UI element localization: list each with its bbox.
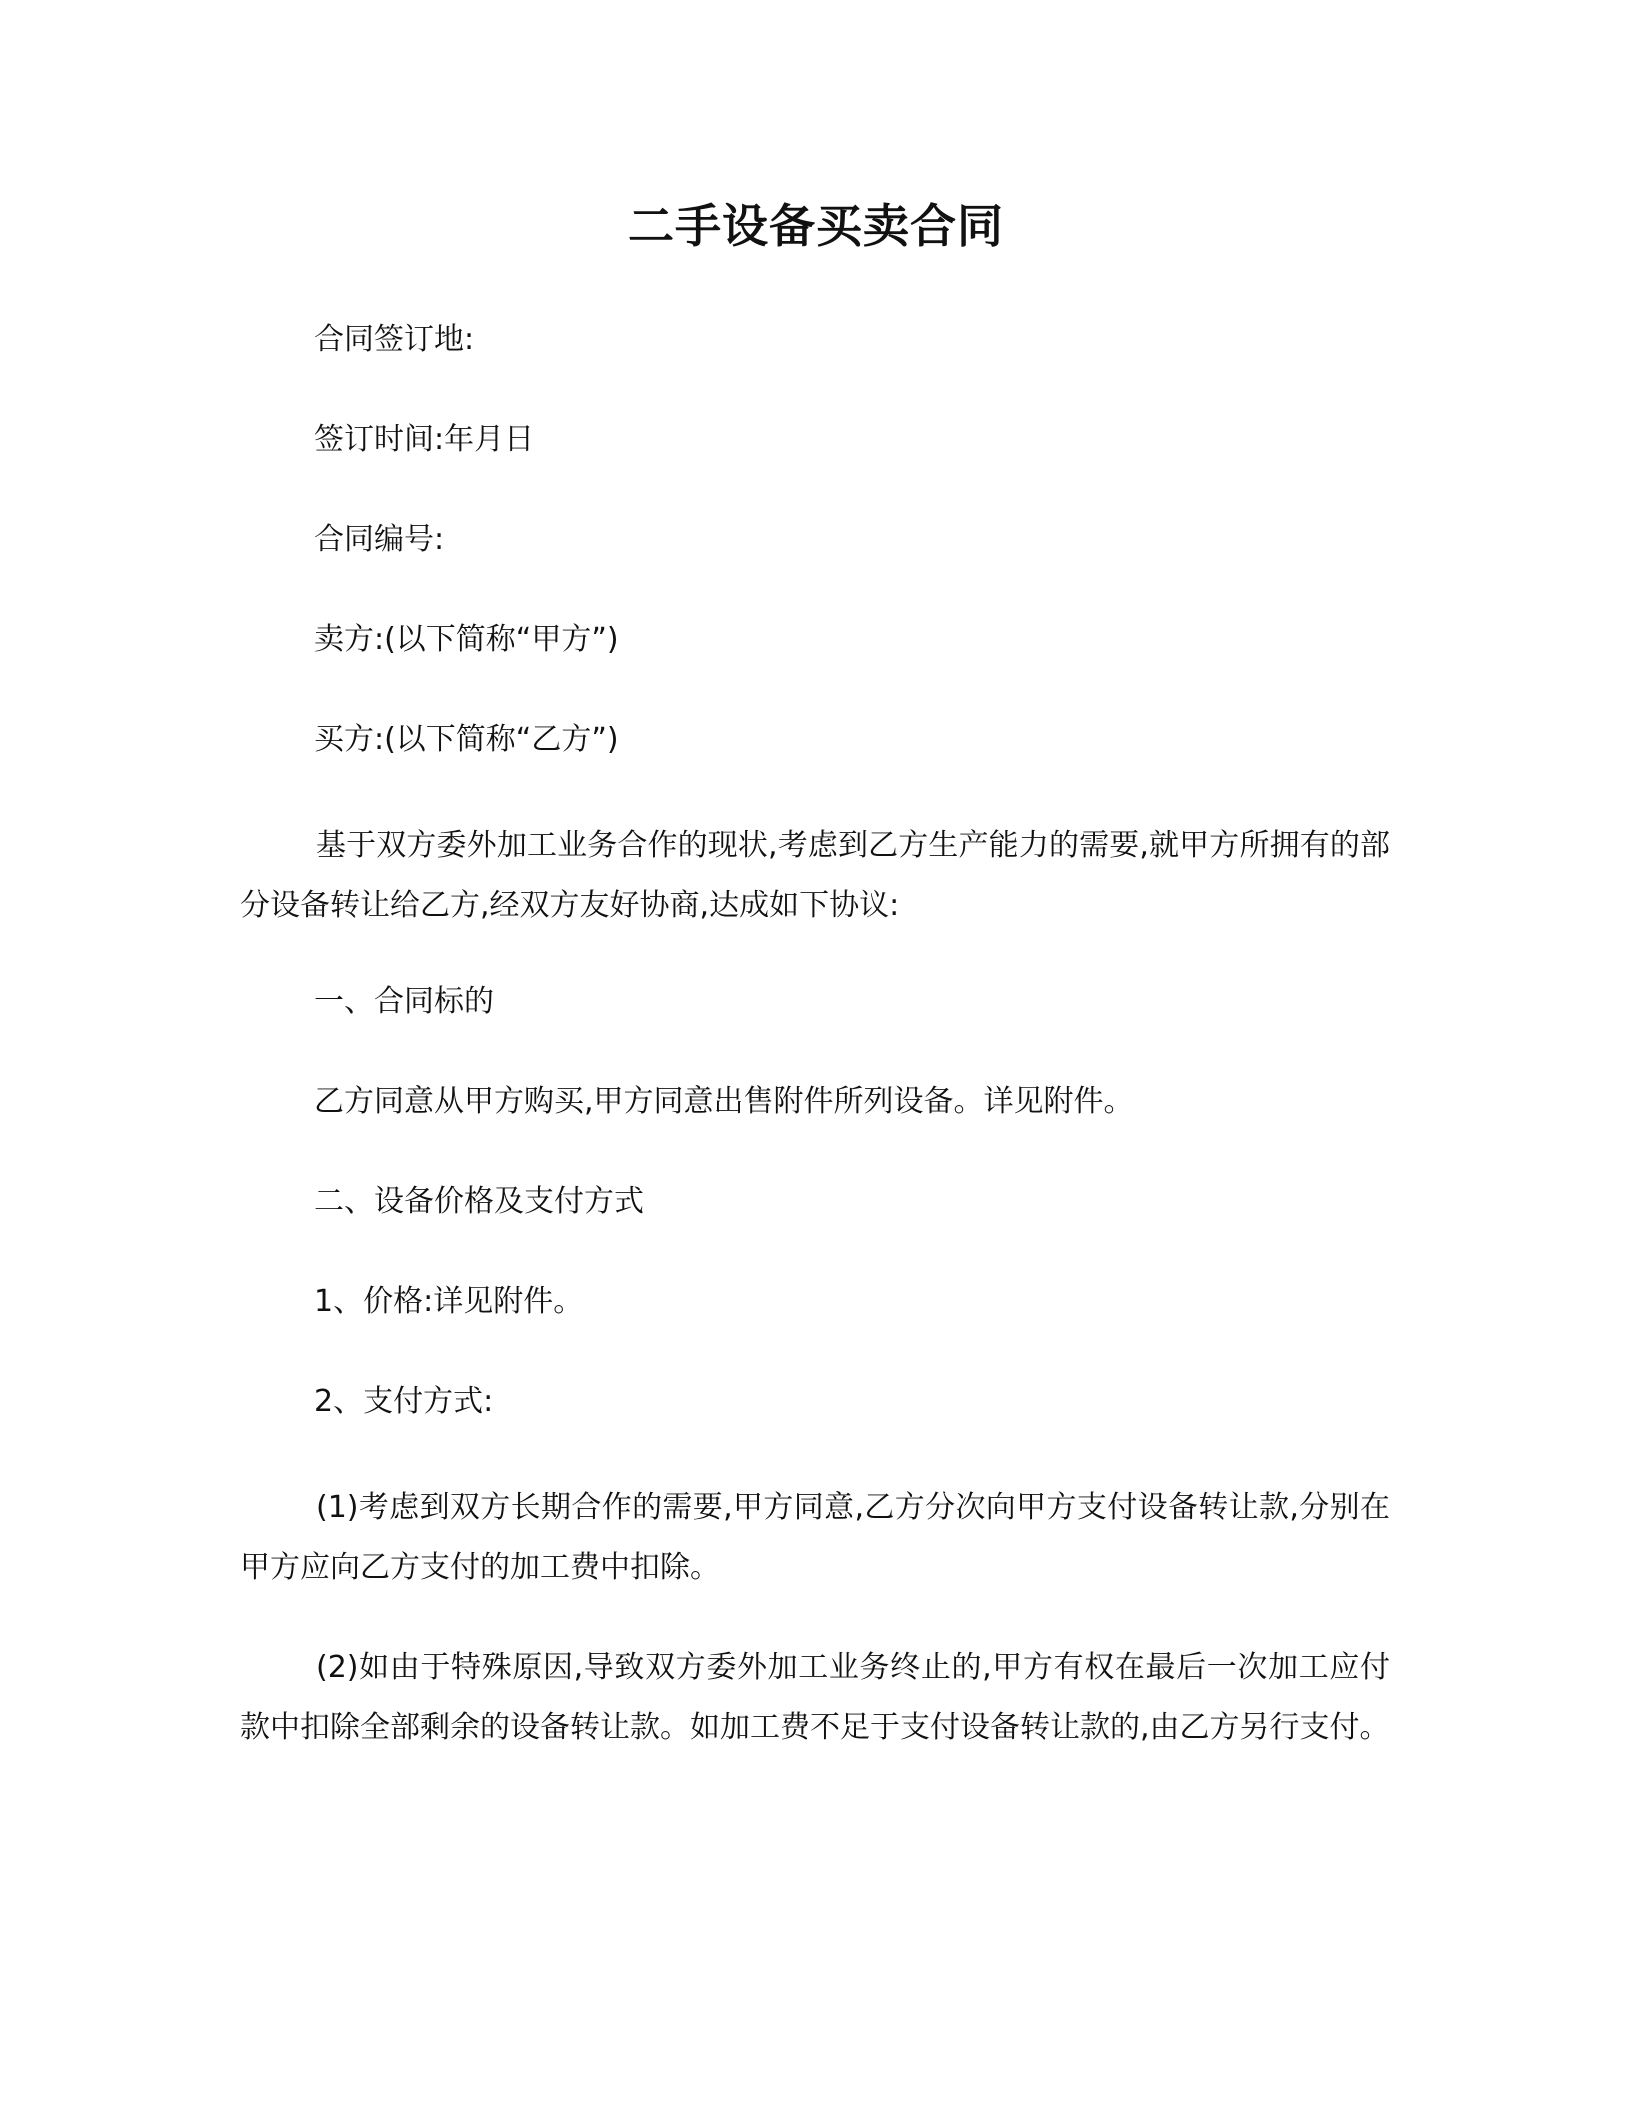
sign-time-field: 签订时间:年月日 (314, 422, 535, 457)
preamble-paragraph: 基于双方委外加工业务合作的现状,考虑到乙方生产能力的需要,就甲方所拥有的部分设备转让给乙方,经双方友好协商,达成如下协议: (240, 828, 1390, 923)
buyer-field: 买方:(以下简称“乙方”) (314, 722, 619, 757)
document-title: 二手设备买卖合同 (628, 199, 1004, 253)
sign-place-field: 合同签订地: (314, 322, 475, 357)
payment-method-item: 2、支付方式: (314, 1384, 494, 1419)
payment-clause-2: (2)如由于特殊原因,导致双方委外加工业务终止的,甲方有权在最后一次加工应付款中扣除全部剩余的设备转让款。如加工费不足于支付设备转让款的,由乙方另行支付。 (240, 1650, 1390, 1745)
payment-clause-1: (1)考虑到双方长期合作的需要,甲方同意,乙方分次向甲方支付设备转让款,分别在甲方应向乙方支付的加工费中扣除。 (240, 1490, 1390, 1585)
section-2-heading: 二、设备价格及支付方式 (314, 1184, 644, 1219)
section-1-body: 乙方同意从甲方购买,甲方同意出售附件所列设备。详见附件。 (314, 1084, 1134, 1119)
price-item: 1、价格:详见附件。 (314, 1284, 584, 1319)
contract-number-field: 合同编号: (314, 522, 445, 557)
seller-field: 卖方:(以下简称“甲方”) (314, 622, 619, 657)
section-1-heading: 一、合同标的 (314, 984, 494, 1019)
